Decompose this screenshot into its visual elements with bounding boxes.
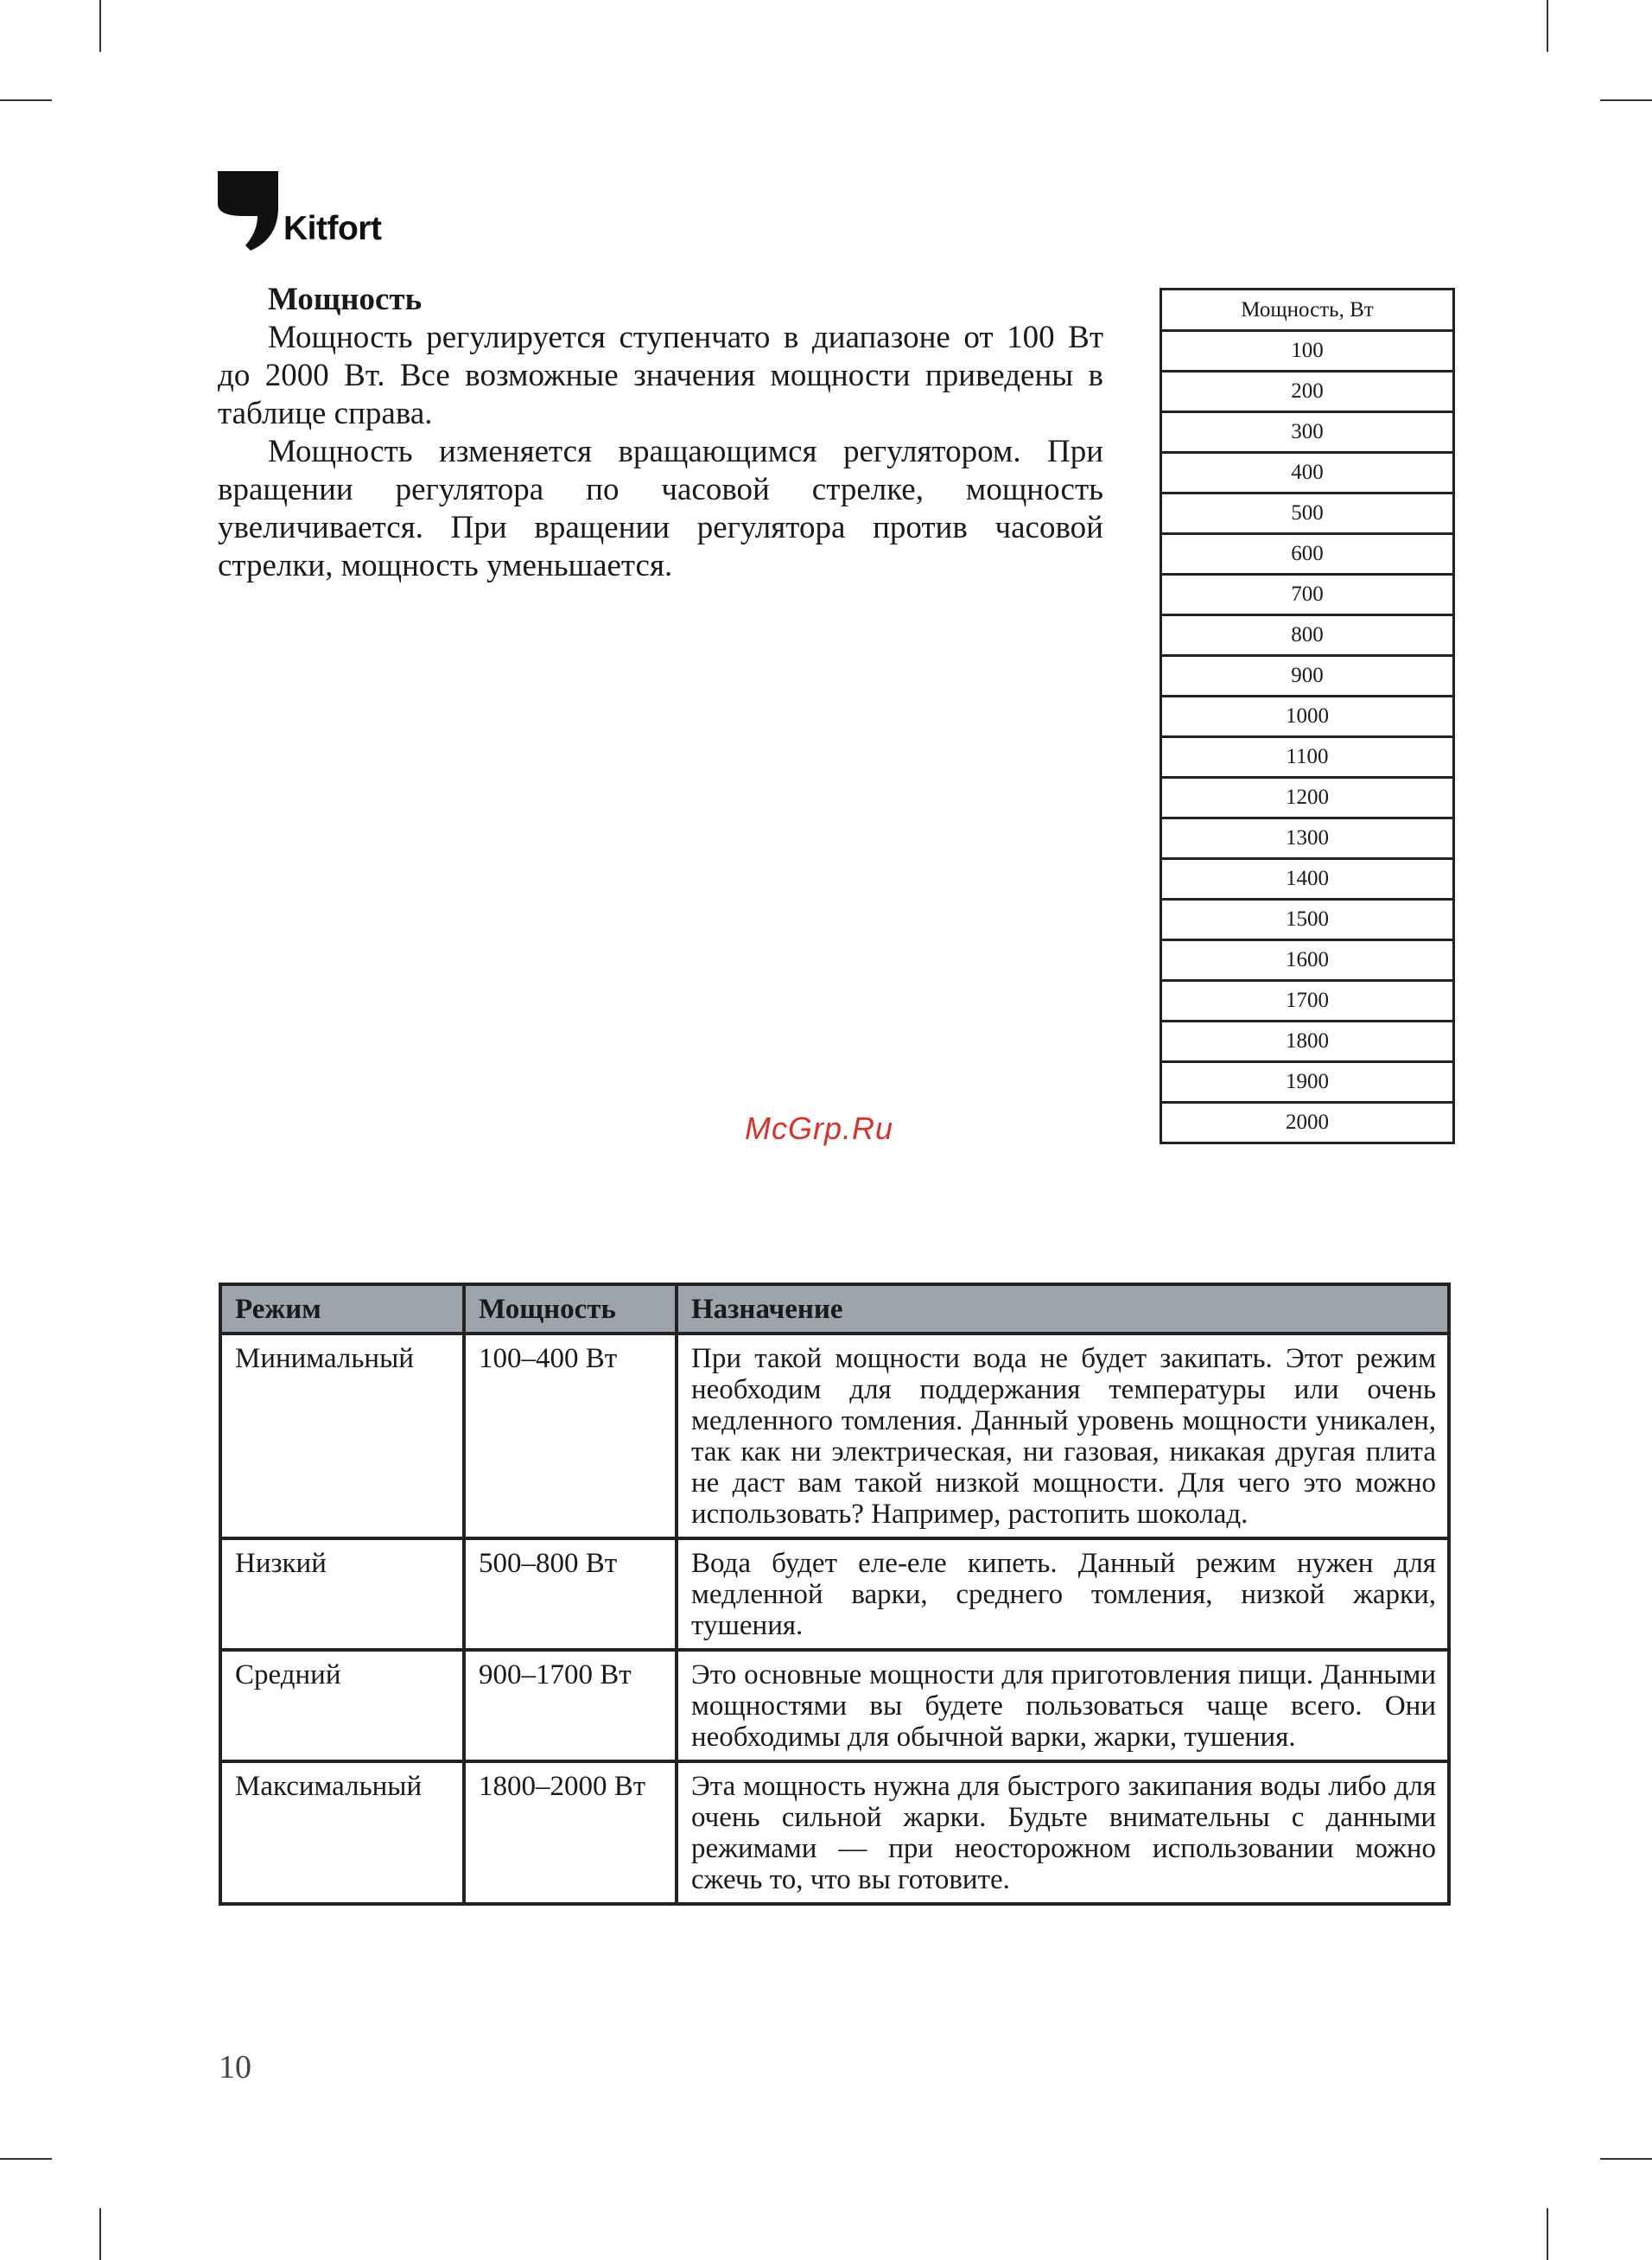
crop-mark bbox=[0, 2158, 52, 2160]
mode-cell: Средний bbox=[220, 1650, 464, 1761]
table-row bbox=[220, 1761, 1449, 1904]
table-cell: 1900 bbox=[1161, 1062, 1454, 1103]
table-cell: 2000 bbox=[1161, 1103, 1454, 1143]
table-cell: 900 bbox=[1161, 656, 1454, 697]
table-cell: 1100 bbox=[1161, 737, 1454, 778]
table-cell: 1500 bbox=[1161, 900, 1454, 940]
table-header: Мощность, Вт bbox=[1161, 290, 1454, 331]
table-cell: 600 bbox=[1161, 534, 1454, 575]
column-header-purpose: Назначение bbox=[677, 1284, 1449, 1334]
mode-cell: Максимальный bbox=[220, 1761, 464, 1904]
paragraph: Мощность регулируется ступенчато в диапазоне от 100 Вт до 2000 Вт. Все возможные значения мощности приведены в таблице справа. bbox=[218, 320, 1103, 431]
brand-logo bbox=[218, 171, 381, 251]
table-cell: 1600 bbox=[1161, 940, 1454, 981]
modes-table bbox=[219, 1283, 1451, 1906]
table-row bbox=[220, 1650, 1449, 1761]
kitfort-logo-icon bbox=[218, 171, 278, 251]
crop-mark bbox=[1547, 0, 1548, 52]
table-row bbox=[220, 1538, 1449, 1650]
table-cell: 400 bbox=[1161, 453, 1454, 493]
table-cell: 700 bbox=[1161, 575, 1454, 615]
mode-cell: Низкий bbox=[220, 1538, 464, 1650]
paragraph: Мощность изменяется вращающимся регулятором. При вращении регулятора по часовой стрелке, мощность увеличивается. При вращении регулятора против часовой стрелки, мощность уменьшается. bbox=[218, 434, 1103, 583]
table-cell: 1200 bbox=[1161, 778, 1454, 818]
purpose-cell: Это основные мощности для приготовления пищи. Данными мощностями вы будете пользоваться чаще всего. Они необходимы для обычной варки, жарки, тушения. bbox=[677, 1650, 1449, 1761]
table-cell: 1400 bbox=[1161, 859, 1454, 900]
power-section bbox=[218, 281, 1103, 585]
table-cell: 1000 bbox=[1161, 697, 1454, 737]
mode-cell: Минимальный bbox=[220, 1334, 464, 1538]
crop-mark bbox=[1600, 2158, 1652, 2160]
table-cell: 800 bbox=[1161, 615, 1454, 656]
page-number: 10 bbox=[219, 2049, 251, 2085]
watermark: McGrp.Ru bbox=[745, 1111, 894, 1146]
table-cell: 1300 bbox=[1161, 818, 1454, 859]
table-cell: 1700 bbox=[1161, 981, 1454, 1022]
crop-mark bbox=[99, 2208, 101, 2260]
table-row bbox=[220, 1334, 1449, 1538]
table-cell: 200 bbox=[1161, 372, 1454, 412]
crop-mark bbox=[99, 0, 101, 52]
column-header-mode: Режим bbox=[220, 1284, 464, 1334]
power-cell: 500–800 Вт bbox=[464, 1538, 677, 1650]
crop-mark bbox=[1547, 2208, 1548, 2260]
section-title: Мощность bbox=[268, 282, 423, 317]
purpose-cell: Эта мощность нужна для быстрого закипания воды либо для очень сильной жарки. Будьте внимательны с данными режимами — при неосторожном использовании можно сжечь то, что вы готовите. bbox=[677, 1761, 1449, 1904]
table-cell: 300 bbox=[1161, 412, 1454, 453]
purpose-cell: Вода будет еле-еле кипеть. Данный режим нужен для медленной варки, среднего томления, низкой жарки, тушения. bbox=[677, 1538, 1449, 1650]
power-cell: 100–400 Вт bbox=[464, 1334, 677, 1538]
table-cell: 100 bbox=[1161, 331, 1454, 372]
power-values-table bbox=[1160, 288, 1455, 1144]
power-cell: 1800–2000 Вт bbox=[464, 1761, 677, 1904]
purpose-cell: При такой мощности вода не будет закипать. Этот режим необходим для поддержания температуры или очень медленного томления. Данный уровень мощности уникален, так как ни электрическая, ни газовая, никакая другая плита не даст вам такой низкой мощности. Для чего это можно использовать? Например, растопить шоколад. bbox=[677, 1334, 1449, 1538]
table-cell: 1800 bbox=[1161, 1022, 1454, 1062]
brand-name: Kitfort bbox=[283, 210, 382, 247]
column-header-power: Мощность bbox=[464, 1284, 677, 1334]
crop-mark bbox=[1600, 99, 1652, 101]
crop-mark bbox=[0, 99, 52, 101]
power-cell: 900–1700 Вт bbox=[464, 1650, 677, 1761]
table-cell: 500 bbox=[1161, 493, 1454, 534]
